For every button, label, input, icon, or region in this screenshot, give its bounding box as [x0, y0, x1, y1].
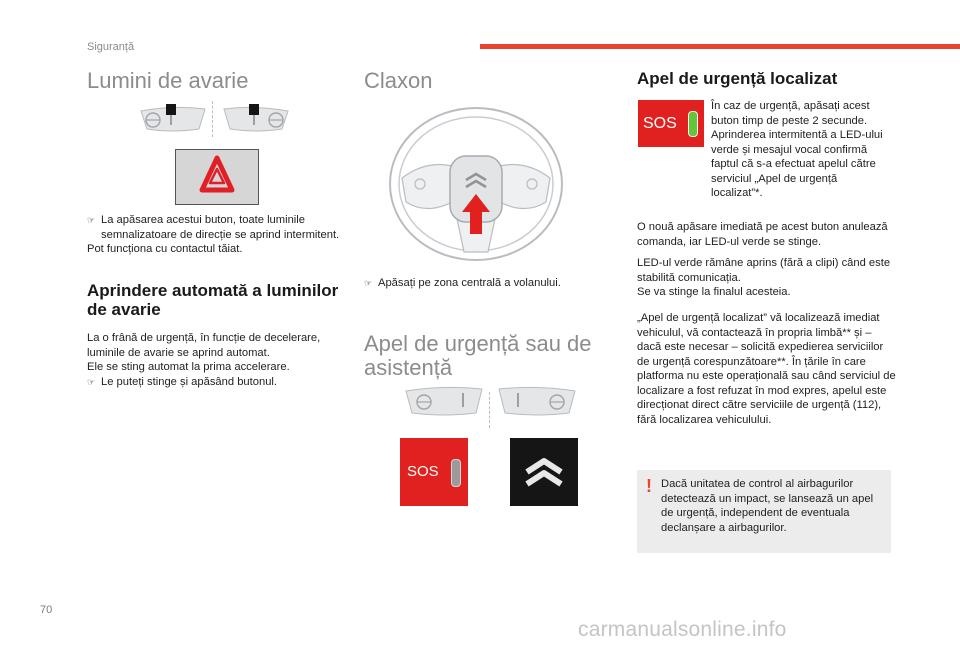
bullet-icon: ☞: [87, 215, 96, 225]
hazard-button[interactable]: [175, 149, 259, 205]
green-led-icon: [688, 111, 698, 137]
auto-hazard-bullet-text: Le puteți stinge și apăsând butonul.: [101, 375, 278, 388]
bullet-icon: ☞: [364, 278, 373, 288]
section-accent-bar: [480, 44, 960, 49]
localized-led-text: [637, 256, 897, 300]
warning-exclamation-icon: !: [646, 476, 652, 496]
sos-label: SOS: [407, 463, 439, 480]
hazard-lights-title: Lumini de avarie: [87, 68, 249, 93]
localized-led-text-1: LED-ul verde rămâne aprins (fără a clipi) când este stabilită comunicația.: [637, 257, 891, 284]
localized-intro: În caz de urgență, apăsați acest buton timp de peste 2 secunde. Aprinderea intermitentă a LED-ului verde și mesajul vocal confirmă faptul că s-a efectuat apelul către serviciul „Apel de urgență localizat”*.: [711, 100, 883, 199]
page-number: 70: [40, 604, 53, 616]
auto-hazard-title: Aprindere automată a luminilor de avarie: [87, 281, 339, 319]
hazard-warning-triangle-icon: [176, 150, 258, 204]
horn-bullet-text: Apăsați pe zona centrală a volanului.: [378, 277, 561, 289]
mirror-console-right-illustration: [222, 103, 290, 140]
led-indicator-icon: [451, 459, 461, 487]
airbag-warning-text: Dacă unitatea de control al airbagurilor detectează un impact, se lansează un apel de urgență, independent de eventuala declanșare a airbagurilor.: [661, 478, 874, 534]
divider: [212, 101, 213, 137]
mirror-console-left-illustration: [139, 103, 207, 140]
emergency-call-title: Apel de urgență sau de asistență: [364, 331, 592, 380]
steering-wheel-icon: [386, 104, 566, 269]
mirror-console-left-illustration: [404, 383, 484, 424]
hazard-note: Pot funcționa cu contactul tăiat.: [87, 243, 243, 255]
sos-button[interactable]: [400, 438, 468, 506]
localized-sos-button[interactable]: [638, 100, 704, 147]
watermark: carmanualsonline.info: [578, 618, 787, 641]
localized-cancel-text: O nouă apăsare imediată pe acest buton anulează comanda, iar LED-ul verde se stinge.: [637, 221, 888, 248]
divider: [489, 392, 490, 428]
mirror-console-right-illustration: [497, 383, 577, 424]
auto-hazard-description: [87, 331, 347, 389]
section-label: Siguranță: [87, 41, 135, 53]
localized-led-text-2: Se va stinge la finalul acesteia.: [637, 286, 791, 298]
horn-title: Claxon: [364, 68, 433, 93]
auto-hazard-text-1: La o frână de urgență, în funcție de decelerare, luminile de avarie se aprind automat.: [87, 332, 321, 359]
assistance-button[interactable]: [510, 438, 578, 506]
bullet-icon: ☞: [87, 376, 96, 387]
citroen-chevrons-icon: [510, 438, 578, 506]
auto-hazard-text-2: Ele se sting automat la prima accelerare.: [87, 361, 290, 373]
hazard-description: [87, 213, 342, 257]
horn-description: [364, 276, 604, 291]
hazard-bullet-text: La apăsarea acestui buton, toate luminile semnalizatoare de direcție se aprind intermitent.: [101, 214, 340, 241]
localized-emergency-title: Apel de urgență localizat: [637, 69, 838, 88]
sos-label: SOS: [643, 115, 677, 132]
localized-service-text: „Apel de urgență localizat” vă localizează imediat vehiculul, vă contactează în propria limbă** și – dacă este necesar – solicită expedierea serviciilor de urgență corespunzătoare**. În țările în care platforma nu este operațională sau când serviciul de localizare a fost refuzat în mod expres, apelul este direcționat direct către serviciile de urgență (112), fără localizarea vehiculului.: [637, 312, 896, 426]
